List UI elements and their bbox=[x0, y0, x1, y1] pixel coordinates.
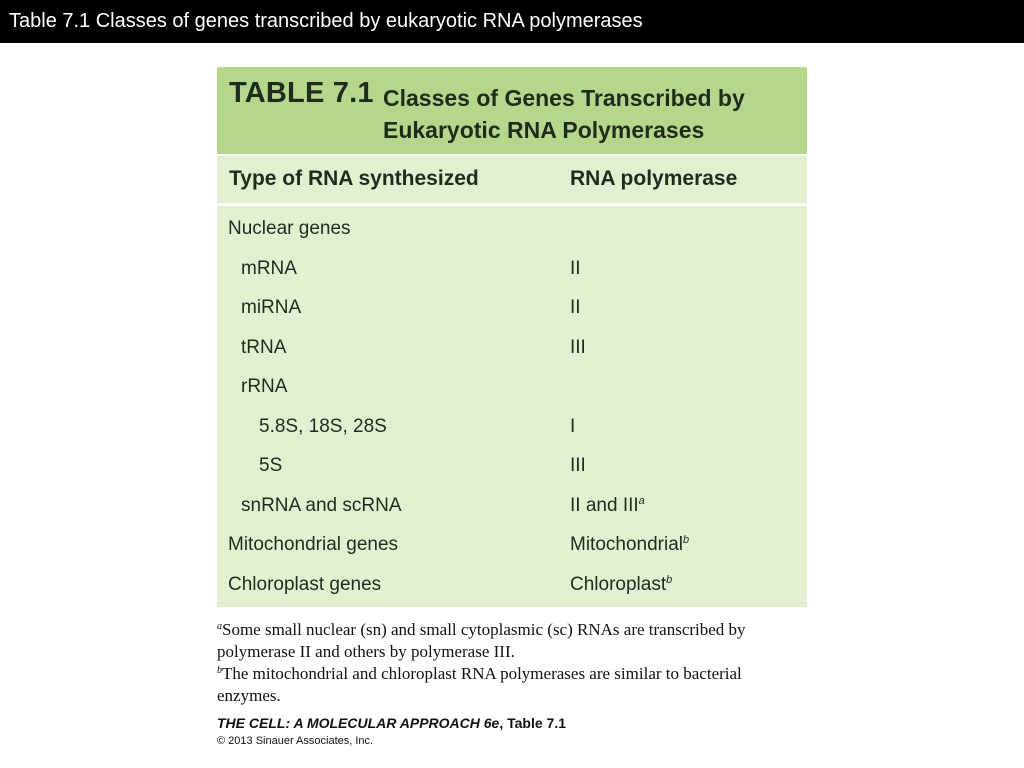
book-title: THE CELL: A MOLECULAR APPROACH 6e bbox=[217, 715, 500, 731]
table-row bbox=[217, 408, 807, 448]
table-row bbox=[217, 329, 807, 369]
polymerase-cell: II bbox=[570, 257, 581, 279]
table-caption-line1: Classes of Genes Transcribed by bbox=[383, 85, 745, 111]
source-credit bbox=[217, 715, 566, 747]
footnote-ref-a: a bbox=[638, 494, 645, 507]
table-row bbox=[217, 526, 807, 566]
table-reference: , Table 7.1 bbox=[499, 715, 567, 731]
rna-type-cell: Mitochondrial genes bbox=[228, 534, 399, 555]
rna-type-cell: rRNA bbox=[241, 376, 288, 397]
footnote-b: $^b$The mitochondrial and chloroplast RNA polymerases are similar to bacterial enzymes. bbox=[217, 664, 742, 705]
rna-type-cell: miRNA bbox=[241, 297, 302, 318]
footnote-a: $^a$Some small nuclear (sn) and small cytoplasmic (sc) RNAs are transcribed by polymerase II and others by polymerase III. bbox=[217, 620, 746, 661]
table-header bbox=[217, 67, 807, 154]
rna-type-cell: mRNA bbox=[241, 257, 297, 279]
rna-type-cell: 5S bbox=[259, 455, 283, 476]
rna-type-cell: Nuclear genes bbox=[228, 218, 351, 239]
copyright: © 2013 Sinauer Associates, Inc. bbox=[217, 735, 374, 747]
rna-type-cell: Chloroplast genes bbox=[228, 573, 382, 595]
polymerase-cell: II bbox=[570, 297, 581, 318]
table-row bbox=[217, 289, 807, 329]
table-figure bbox=[217, 67, 807, 607]
table-row bbox=[217, 368, 807, 408]
rna-type-cell: 5.8S, 18S, 28S bbox=[259, 415, 387, 437]
polymerase-cell: III bbox=[570, 455, 586, 476]
table-row bbox=[217, 566, 807, 606]
slide-title: Table 7.1 Classes of genes transcribed by eukaryotic RNA polymerases bbox=[0, 0, 1024, 43]
book-reference bbox=[217, 715, 566, 731]
column-header-polymerase: RNA polymerase bbox=[570, 167, 738, 190]
table-row bbox=[217, 447, 807, 487]
polymerase-cell: III bbox=[570, 336, 586, 358]
footnote-ref-b: b bbox=[683, 534, 690, 546]
column-headers bbox=[217, 154, 807, 203]
polymerase-cell: Chloroplast$^b$ bbox=[570, 573, 673, 595]
table-row bbox=[217, 487, 807, 527]
polymerase-cell: I bbox=[570, 415, 576, 437]
column-header-type: Type of RNA synthesized bbox=[229, 167, 479, 190]
rna-type-cell: tRNA bbox=[241, 336, 287, 358]
footnote-ref-b: b bbox=[666, 573, 673, 586]
footnotes bbox=[217, 619, 807, 707]
polymerase-cell: II and III$^a$ bbox=[570, 494, 645, 516]
table-body bbox=[217, 206, 807, 607]
table-caption bbox=[383, 82, 745, 146]
rna-type-cell: snRNA and scRNA bbox=[241, 494, 402, 516]
table-caption-line2: Eukaryotic RNA Polymerases bbox=[383, 117, 705, 143]
table-label: TABLE 7.1 bbox=[229, 77, 374, 109]
table-row bbox=[217, 250, 807, 290]
polymerase-cell: Mitochondrial$^b$ bbox=[570, 534, 690, 555]
table-row bbox=[217, 210, 807, 250]
